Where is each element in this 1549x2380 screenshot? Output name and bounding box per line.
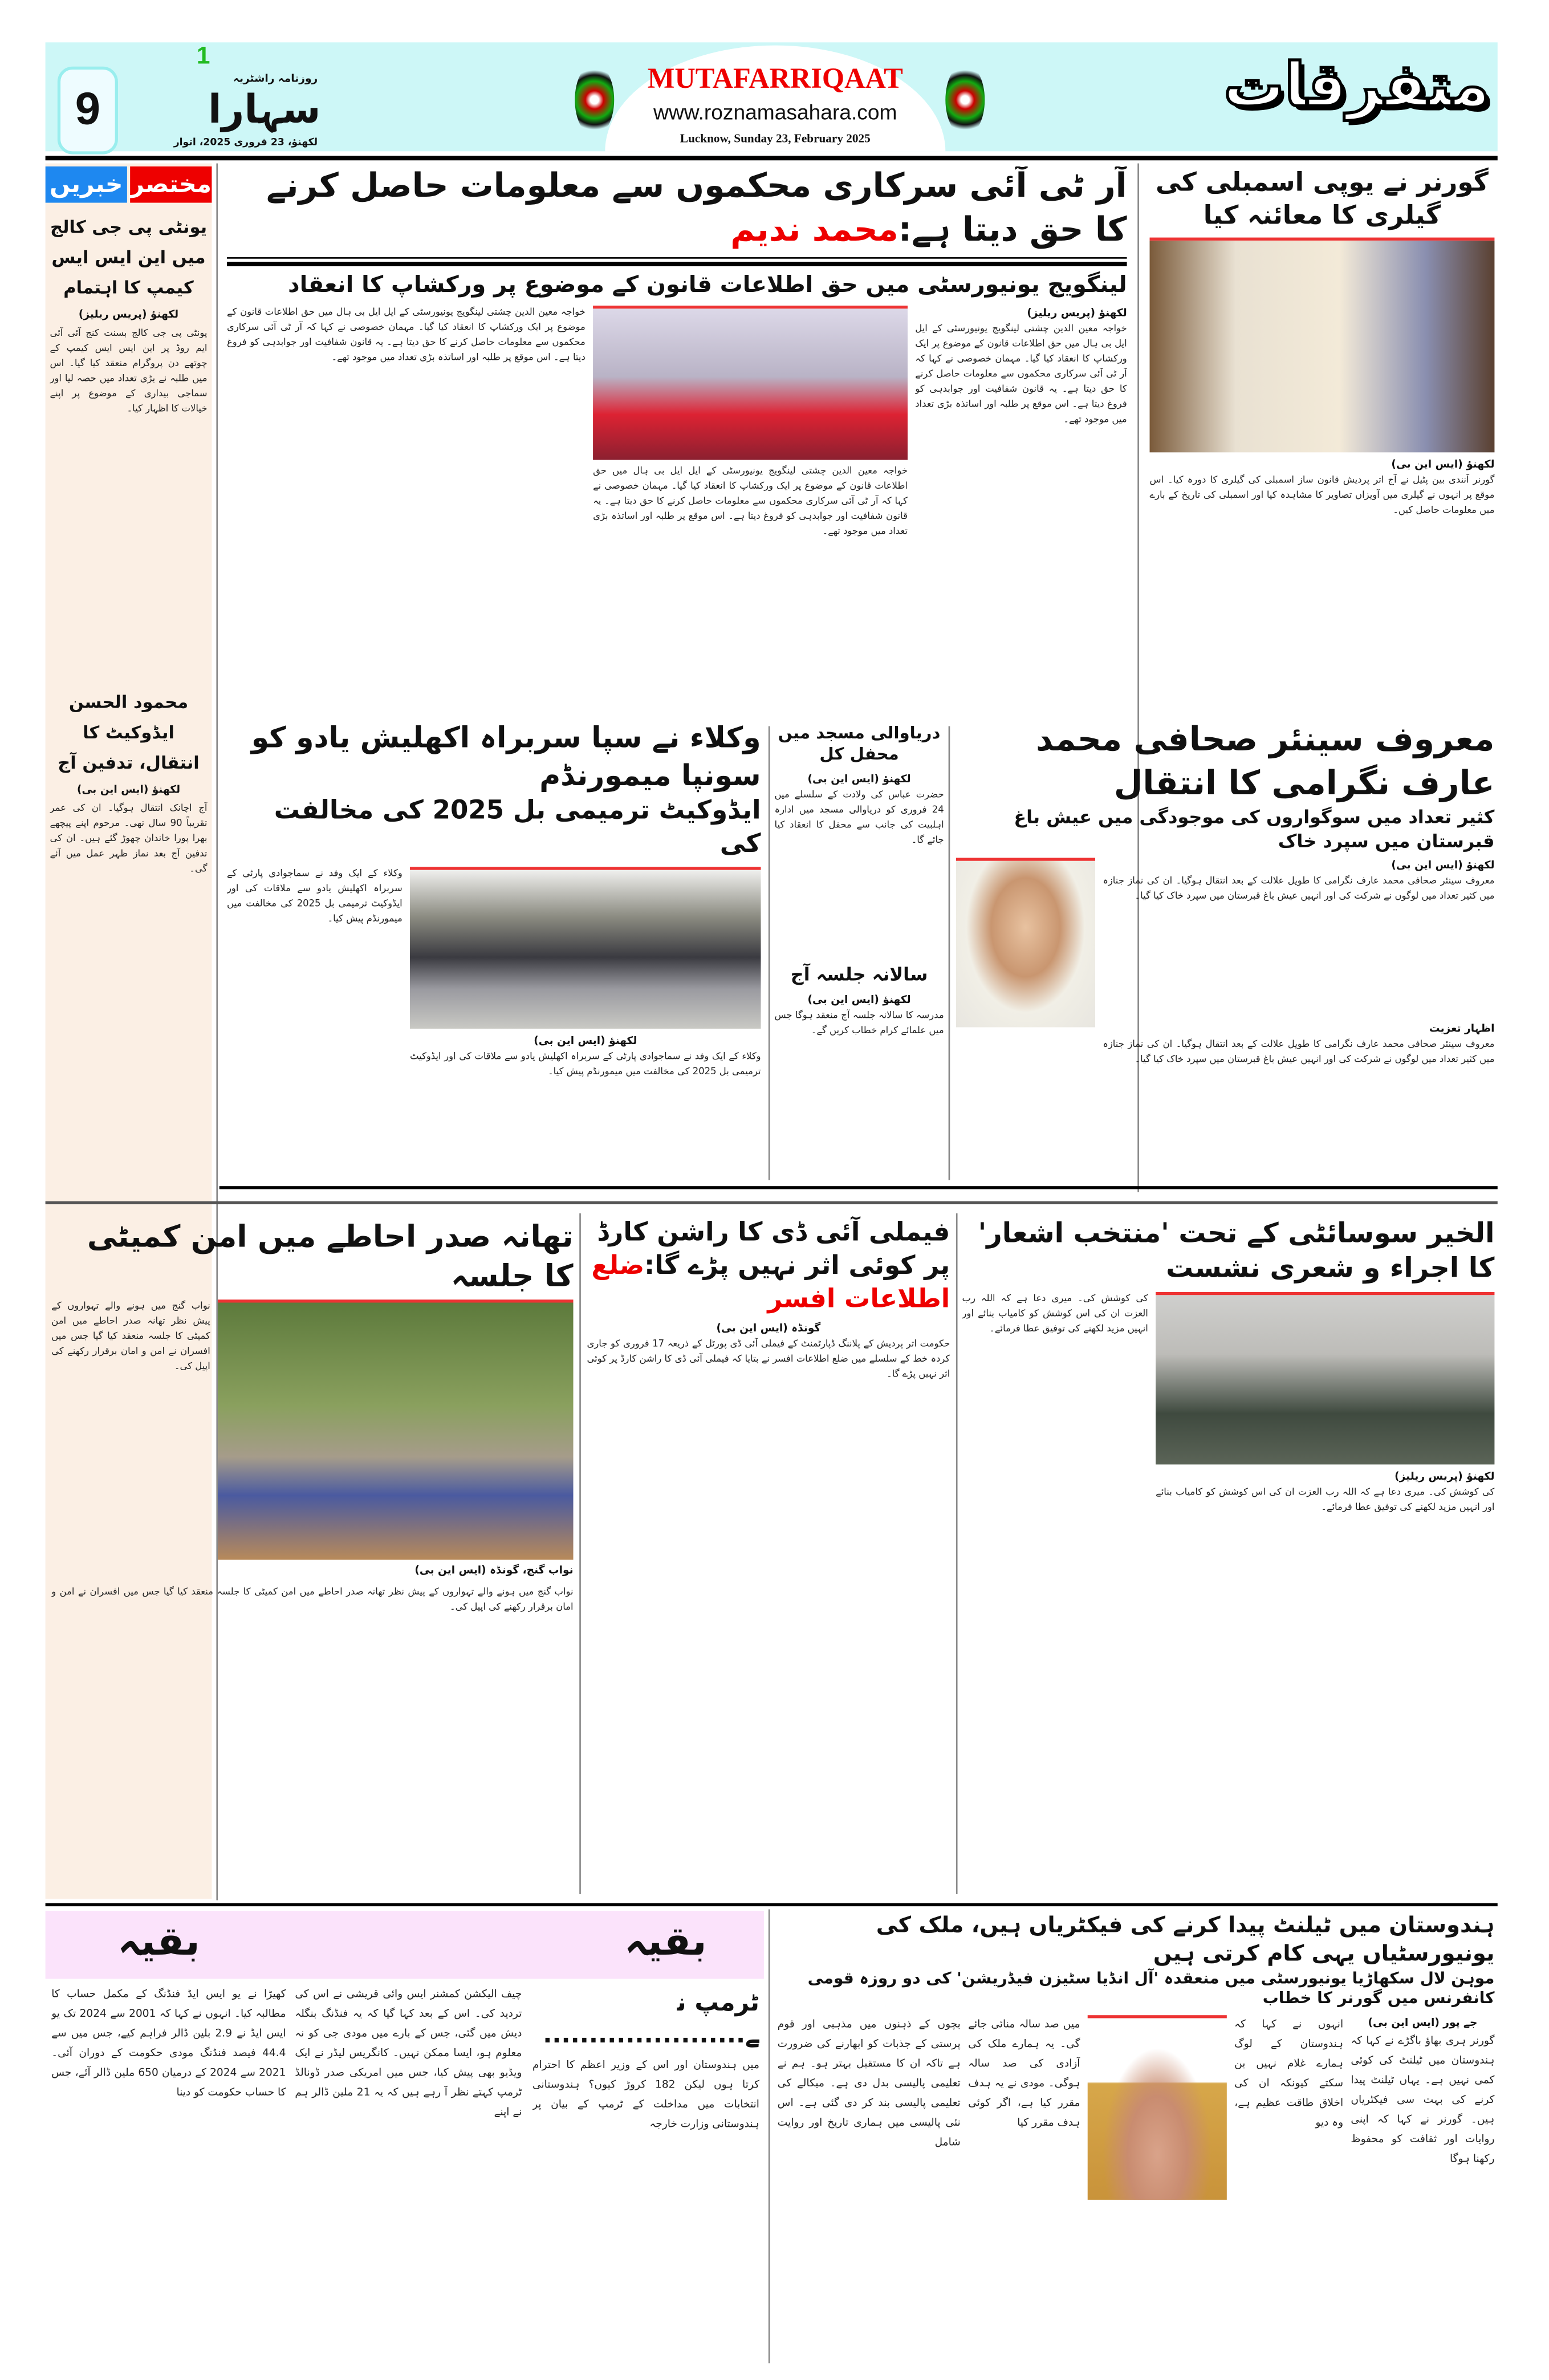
article-body-continued: خواجہ معین الدین چشتی لینگویج یونیورسٹی کے ایل ایل بی ہال میں حق اطلاعات قانون کے موضوع پر ایک ورکشاپ کا انعقاد کیا گیا۔ مہمان خصوصی نے کہا کہ آر ٹی آئی سرکاری محکموں سے معلومات حاصل کرنے کا حق دیتا ہے۔ یہ قانون شفافیت اور جوابدہی کو فروغ دیتا ہے۔ اس موقع پر طلبہ اور اساتذہ بڑی تعداد میں موجود تھے۔ xyxy=(593,465,908,537)
article-body-continued: کی کوشش کی۔ میری دعا ہے کہ اللہ رب العزت ان کی اس کوشش کو کامیاب بنائے اور انہیں مزید لکھنے کی توفیق عطا فرمائے۔ xyxy=(1156,1487,1495,1513)
thana-story xyxy=(51,1216,573,1891)
article-body: میں ہندوستان اور اس کے وزیر اعظم کا احترام کرتا ہوں لیکن 182 کروڑ کیوں؟ ہندوستانی انتخابات میں مداخلت کے ٹرمپ کے بیان پر ہندوستانی وزارت خارجہ xyxy=(532,2058,759,2130)
dateline: لکھنؤ (پریس ریلیز) xyxy=(1394,1470,1495,1483)
divider xyxy=(219,1186,1498,1189)
column-rule xyxy=(579,1213,581,1894)
article-body: انہوں نے کہا کہ ہندوستان کے لوگ ہمارے غلام نہیں بن سکتے کیونکہ ان کی اخلاق طاقت عظیم ہے، وہ دیو xyxy=(1234,2018,1344,2129)
brief-label-blue: خبریں xyxy=(46,166,127,203)
lawyers-group-photo xyxy=(410,866,761,1028)
lawyers-subheadline: ایڈوکیٹ ترمیمی بل 2025 کی مخالفت کی xyxy=(274,796,761,860)
nagrami-columns xyxy=(956,858,1495,1180)
edition-date: Lucknow, Sunday 23, February 2025 xyxy=(680,131,871,145)
article-body: کھیڑا نے یو ایس ایڈ فنڈنگ کے مکمل حساب کا مطالبہ کیا۔ انہوں نے کہا کہ 2001 سے 2024 تک یو ایس ایڈ نے 2.9 بلین ڈالر فراہم کیے، جس میں سے 44.4 فیصد فنڈنگ مودی حکومت کے دوران آئی۔ 2021 سے 2024 کے درمیان 650 ملین ڈالر آئے، جس کا حساب حکومت کو دینا xyxy=(51,1988,286,2099)
book-launch-photo xyxy=(1156,1291,1494,1464)
thana-columns xyxy=(51,1299,573,1581)
nagrami-column xyxy=(956,858,1095,1180)
article-body: یونٹی پی جی کالج بسنت کنج آئی آئی ایم روڈ پر این ایس ایس کیمپ کے چوتھے دن پروگرام منعقد کیا گیا۔ اس میں طلبہ نے بڑی تعداد میں حصہ لیا اور سماجی بیداری کے موضوع پر اپنے خیالات کا اظہار کیا۔ xyxy=(50,328,208,415)
column-rule xyxy=(949,726,950,1180)
nagrami-portrait xyxy=(956,858,1095,1027)
section-title-urdu: متفرقات xyxy=(1223,51,1490,121)
divider xyxy=(46,156,1498,160)
nagrami-story xyxy=(956,720,1495,1180)
talent-headline: ہندوستان میں ٹیلنٹ پیدا کرنے کی فیکٹریاں ہیں، ملک کی یونیورسٹیاں یہی کام کرتی ہیں xyxy=(876,1914,1495,1967)
lawyers-story xyxy=(227,720,761,1180)
article-body: آج اچانک انتقال ہوگیا۔ ان کی عمر تقریباً 90 سال تھی۔ مرحوم اپنے پیچھے بھرا پورا خاندان چھوڑ گئے ہیں۔ ان کی تدفین آج بعد نماز ظہر عمل میں آئے گی۔ xyxy=(50,803,208,875)
article-body-continued: وکلاء کے ایک وفد نے سماجوادی پارٹی کے سربراہ اکھلیش یادو سے ملاقات کی اور ایڈوکیٹ ترمیمی بل 2025 کی مخالفت میں میمورنڈم پیش کیا۔ xyxy=(226,867,403,924)
alkhair-columns xyxy=(962,1291,1494,1891)
article-body: گورنر آنندی بین پٹیل نے آج اتر پردیش قانون ساز اسمبلی کی گیلری کا دورہ کیا۔ اس موقع پر انہوں نے گیلری میں آویزاں تصاویر کا مشاہدہ کیا اور اسمبلی کی تاریخ کے بارے میں معلومات حاصل کیں۔ xyxy=(1149,475,1495,517)
article-body: کی کوشش کی۔ میری دعا ہے کہ اللہ رب العزت ان کی اس کوشش کو کامیاب بنائے اور انہیں مزید لکھنے کی توفیق عطا فرمائے۔ xyxy=(962,1293,1148,1334)
talent-column xyxy=(778,2015,961,2363)
alkhair-column xyxy=(962,1291,1148,1891)
article-body-continued: نواب گنج میں ہونے والے تہواروں کے پیش نظر تھانہ صدر احاطے میں امن کمیٹی کا جلسہ منعقد کیا گیا جس میں افسران نے امن و امان برقرار رکھنے کی اپیل کی۔ xyxy=(51,1587,574,1613)
article-body: چیف الیکشن کمشنر ایس وائی قریشی نے اس کی تردید کی۔ اس کے بعد کہا گیا کہ یہ فنڈنگ بنگلہ دیش میں گئی، جس کے بارے میں مودی جی کو نہ معلوم ہو، ایسا ممکن نہیں۔ کانگریس لیڈر نے ایک ویڈیو بھی پیش کیا، جس میں امریکی صدر ڈونالڈ ٹرمپ کہتے نظر آ رہے ہیں کہ یہ 21 ملین ڈالر ہم نے اپنے xyxy=(295,1988,522,2118)
headline-text: آر ٹی آئی سرکاری محکموں سے معلومات حاصل کرنے کا حق دیتا ہے: xyxy=(266,168,1127,249)
governor-gallery-headline: گورنر نے یوپی اسمبلی کی گیلری کا معائنہ کیا xyxy=(1156,168,1489,232)
thana-headline: تھانہ صدر احاطے میں امن کمیٹی کا جلسہ xyxy=(87,1217,574,1294)
baqiya-label: بقیہ xyxy=(624,1920,707,1965)
alkhair-headline: الخیر سوسائٹی کے تحت 'منتخب اشعار' کا اجراء و شعری نشست xyxy=(978,1217,1495,1285)
divider xyxy=(46,1201,1498,1204)
baqiya-label: بقیہ xyxy=(117,1920,200,1965)
family-id-story xyxy=(587,1216,950,1891)
article-body: وکلاء کے ایک وفد نے سماجوادی پارٹی کے سربراہ اکھلیش یادو سے ملاقات کی اور ایڈوکیٹ ترمیمی بل 2025 کی مخالفت میں میمورنڈم پیش کیا۔ xyxy=(410,1050,761,1077)
dateline: لکھنؤ (پریس ریلیز) xyxy=(78,308,179,321)
brief-headline: یونٹی پی جی کالج میں این ایس ایس کیمپ کا اہتمام xyxy=(50,216,208,298)
assembly-gallery-photo xyxy=(1150,238,1495,453)
paper-tagline: روزنامہ راشٹریہ xyxy=(233,72,318,85)
dateline: لکھنؤ (ایس این بی) xyxy=(1391,458,1495,471)
jalsa-headline: سالانہ جلسہ آج xyxy=(790,964,928,985)
dateline: لکھنؤ (ایس این بی) xyxy=(807,772,911,785)
talent-column xyxy=(968,2015,1080,2363)
masjid-story xyxy=(774,723,944,1180)
trump-continuation-heading: ٹرمپ نے...................... xyxy=(543,1988,759,2049)
thana-column xyxy=(51,1299,210,1581)
talent-columns xyxy=(778,2015,1495,2363)
article-body: نواب گنج میں ہونے والے تہواروں کے پیش نظر تھانہ صدر احاطے میں امن کمیٹی کا جلسہ منعقد کیا گیا جس میں افسران نے امن و امان برقرار رکھنے کی اپیل کی۔ xyxy=(51,1301,210,1372)
article-body: خواجہ معین الدین چشتی لینگویج یونیورسٹی کے ایل ایل بی ہال میں حق اطلاعات قانون کے موضوع پر ایک ورکشاپ کا انعقاد کیا گیا۔ مہمان خصوصی نے کہا کہ آر ٹی آئی سرکاری محکموں سے معلومات حاصل کرنے کا حق دیتا ہے۔ یہ قانون شفافیت اور جوابدہی کو فروغ دیتا ہے۔ اس موقع پر طلبہ اور اساتذہ بڑی تعداد میں موجود تھے۔ xyxy=(915,323,1127,425)
dateline: نواب گنج، گونڈہ (ایس این بی) xyxy=(414,1564,574,1577)
section-title-english: MUTAFARRIQAAT xyxy=(647,63,903,96)
column-rule xyxy=(956,1213,958,1894)
divider xyxy=(46,1903,1498,1906)
dateline: لکھنؤ (ایس این بی) xyxy=(76,783,181,796)
workshop-photo xyxy=(593,305,908,460)
governor-portrait xyxy=(1088,2015,1227,2200)
alkhair-story xyxy=(962,1216,1494,1891)
nagrami-headline: معروف سینئر صحافی محمد عارف نگرامی کا انتقال xyxy=(1036,721,1495,803)
dateline: لکھنؤ (ایس این بی) xyxy=(1391,860,1495,872)
peace-committee-photo xyxy=(218,1299,574,1559)
article-body: حضرت عباس کی ولادت کے سلسلے میں 24 فروری کو دریاوالی مسجد میں ادارہ اہلبیت کی جانب سے محفل کا انعقاد کیا جائے گا۔ xyxy=(774,789,944,846)
talent-story xyxy=(778,1912,1495,2363)
logo-digit: 1 xyxy=(196,43,210,70)
rti-subheadline: لینگویج یونیورسٹی میں حق اطلاعات قانون کے موضوع پر ورکشاپ کا انعقاد xyxy=(288,271,1127,299)
article-body-continued: خواجہ معین الدین چشتی لینگویج یونیورسٹی کے ایل ایل بی ہال میں حق اطلاعات قانون کے موضوع پر ایک ورکشاپ کا انعقاد کیا گیا۔ مہمان خصوصی نے کہا کہ آر ٹی آئی سرکاری محکموں سے معلومات حاصل کرنے کا حق دیتا ہے۔ یہ قانون شفافیت اور جوابدہی کو فروغ دیتا ہے۔ اس موقع پر طلبہ اور اساتذہ بڑی تعداد میں موجود تھے۔ xyxy=(226,306,586,363)
nagrami-subheadline: کثیر تعداد میں سوگواروں کی موجودگی میں عیش باغ قبرستان میں سپرد خاک xyxy=(1014,806,1495,852)
family-id-headline xyxy=(587,1216,950,1317)
article-body: گورنر ہری بھاؤ باگڑے نے کہا کہ ہندوستان میں ٹیلنٹ کی کوئی کمی نہیں ہے۔ یہاں ٹیلنٹ پیدا کرنے کی بہت سی فیکٹریاں ہیں۔ گورنر نے کہا کہ اپنی روایات اور ثقافت کو محفوظ رکھنا ہوگا xyxy=(1351,2034,1495,2165)
lawyers-headline: وکلاء نے سپا سربراہ اکھلیش یادو کو سونپا میمورنڈم xyxy=(251,721,761,793)
divider xyxy=(227,258,1127,267)
dateline: گونڈہ (ایس این بی) xyxy=(716,1322,821,1335)
lawyers-columns xyxy=(227,866,761,1180)
talent-column xyxy=(1234,2015,1343,2363)
article-body: مدرسہ کا سالانہ جلسہ آج منعقد ہوگا جس میں علمائے کرام خطاب کریں گے۔ xyxy=(774,1010,944,1036)
dateline: لکھنؤ (ایس این بی) xyxy=(534,1034,637,1046)
alkhair-column xyxy=(1156,1291,1494,1891)
article-body-continued: معروف سینئر صحافی محمد عارف نگرامی کا طویل علالت کے بعد انتقال ہوگیا۔ ان کی نماز جنازہ میں کثیر تعداد میں لوگوں نے شرکت کی اور انہیں عیش باغ قبرستان میں سپرد خاک کیا گیا۔ xyxy=(1103,1039,1495,1066)
dateline: لکھنؤ (ایس این بی) xyxy=(807,993,911,1006)
headline-name: محمد ندیم xyxy=(730,211,898,249)
talent-column xyxy=(1088,2015,1227,2363)
brief-headline: محمود الحسن ایڈوکیٹ کا انتقال، تدفین آج xyxy=(58,691,200,773)
page-number: 9 xyxy=(58,67,118,155)
column-rule xyxy=(769,1909,770,2363)
masjid-headline: دریاوالی مسجد میں محفل کل xyxy=(778,723,941,765)
nagrami-column xyxy=(1103,858,1494,1180)
article-body: حکومت اتر پردیش کے پلاننگ ڈپارٹمنٹ کے فیملی آئی ڈی پورٹل کے ذریعہ 17 فروری کو جاری کردہ خط کے سلسلے میں ضلع اطلاعات افسر نے بتایا کہ فیملی آئی ڈی کا راشن کارڈ پر کوئی اثر نہیں پڑے گا۔ xyxy=(587,1339,950,1380)
dateline: لکھنؤ (پریس ریلیز) xyxy=(1027,306,1127,319)
paper-date-urdu: لکھنؤ، 23 فروری 2025، اتوار xyxy=(173,136,318,149)
subheading: اظہار تعزیت xyxy=(1429,1023,1495,1035)
rti-headline xyxy=(227,166,1127,253)
article-body: میں صد سالہ منائی جائے گی۔ یہ ہمارے ملک کی آزادی کی صد سالہ ہوگی۔ مودی نے یہ ہدف مقرر کیا ہے، اگر کوئی ہدف مقرر کیا xyxy=(968,2018,1080,2129)
brief-label-row xyxy=(46,166,212,203)
column-rule xyxy=(769,726,770,1180)
lawyers-column xyxy=(410,866,761,1180)
starburst-icon xyxy=(945,63,985,136)
brief-label-red: مختصر xyxy=(130,166,212,203)
lawyers-column xyxy=(227,866,403,1180)
talent-column xyxy=(1351,2015,1494,2363)
starburst-icon xyxy=(575,63,614,136)
article-body: معروف سینئر صحافی محمد عارف نگرامی کا طویل علالت کے بعد انتقال ہوگیا۔ ان کی نماز جنازہ میں کثیر تعداد میں لوگوں نے شرکت کی اور انہیں عیش باغ قبرستان میں سپرد خاک کیا گیا۔ xyxy=(1103,876,1495,903)
headline-text: فیملی آئی ڈی کا راشن کارڈ پر کوئی اثر نہیں پڑے گا: xyxy=(597,1217,950,1282)
article-body: بچوں کے ذہنوں میں مذہبی اور قوم پرستی کے جذبات کو ابھارنے کی ضرورت ہے تاکہ ان کا مستقبل بہتر ہو۔ ہم نے تعلیمی پالیسی بدل دی ہے۔ میکالے کی تعلیمی پالیسی بند کر دی گئی ہے۔ اس نئی پالیسی میں ہماری تاریخ اور روایت شامل xyxy=(777,2018,961,2149)
dateline: جے پور (ایس این بی) xyxy=(1368,2016,1478,2029)
thana-column xyxy=(218,1299,574,1581)
headline-source: ضلع اطلاعات افسر xyxy=(591,1251,950,1315)
talent-subheadline: موہن لال سکھاڑیا یونیورسٹی میں منعقدہ 'آل انڈیا سٹیزن فیڈریشن' کی دو روزہ قومی کانفرنس میں گورنر کا خطاب xyxy=(807,1969,1495,2008)
website-link[interactable]: www.roznamasahara.com xyxy=(653,100,897,124)
trump-continuation xyxy=(532,1988,759,2363)
paper-logo: سہارا xyxy=(208,87,321,133)
